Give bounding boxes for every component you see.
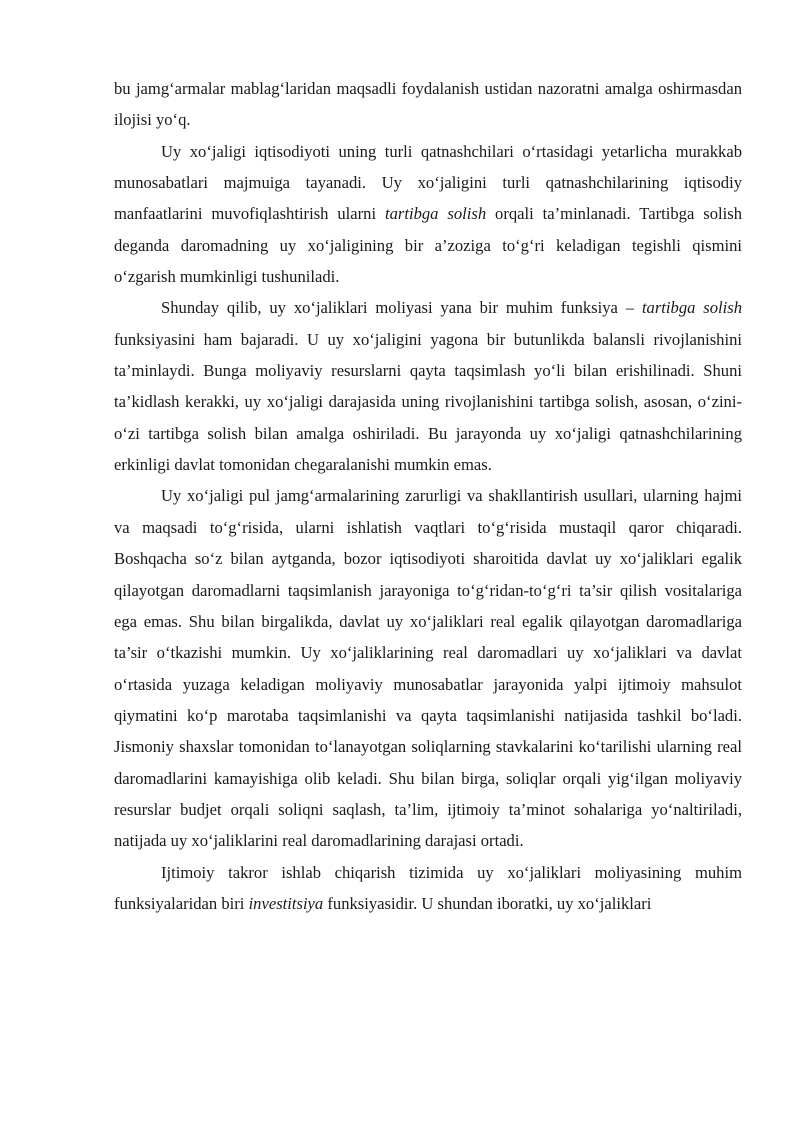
document-page [114,73,742,919]
paragraph-text: Uy xo‘jaligi iqtisodiyoti uning turli qatnashchilari o‘rtasidagi yetarlicha murakkab munosabatlari majmuiga tayanadi. Uy xo‘jaligini turli qatnashchilarining iqtisodiy manfaatlarini muvofiqlashtirish ularni [114,141,742,224]
paragraph-text: Uy xo‘jaligi pul jamg‘armalarining zarurligi va shakllantirish usullari, ularning hajmi va maqsadi to‘g‘risida, ularni ishlatish vaqtlari to‘g‘risida mustaqil qaror chiqaradi. Boshqacha so‘z bilan aytganda, bozor iqtisodiyoti sharoitida davlat uy xo‘jaliklari egalik qilayotgan daromadlarni taqsimlanish jarayoniga to‘g‘ridan-to‘g‘ri ta’sir qilish vositalariga ega emas. Shu bilan birgalikda, davlat uy xo‘jaliklari real egalik qilayotgan daromadlariga ta’sir o‘tkazishi mumkin. Uy xo‘jaliklarining real daromadlari uy xo‘jaliklari va davlat o‘rtasida yuzaga keladigan moliyaviy munosabatlar jarayonida yalpi ijtimoiy mahsulot qiymatini ko‘p marotaba taqsimlanishi va qayta taqsimlanishi natijasida tashkil bo‘ladi. Jismoniy shaxslar tomonidan to‘lanayotgan soliqlarning stavkalarini ko‘tarilishi ularning real daromadlarini kamayishiga olib keladi. Shu bilan birga, soliqlar orqali yig‘ilgan moliyaviy resurslar budjet orqali soliqni saqlash, ta’lim, ijtimoiy ta’minot sohalariga yo‘naltiriladi, natijada uy xo‘jaliklarini real daromadlarining darajasi ortadi. [114,486,742,851]
paragraph-text: Ijtimoiy takror ishlab chiqarish tizimida uy xo‘jaliklari moliyasining muhim funksiyalaridan biri [114,862,742,913]
paragraph-regulation [114,136,742,293]
emphasis-term: tartibga solish [641,298,743,318]
paragraph-savings [114,480,742,856]
paragraph-regulation-function [114,292,742,480]
paragraph-investment [114,857,742,920]
paragraph-text: funksiyasini ham bajaradi. U uy xo‘jaligini yagona bir butunlikda balansli rivojlanishini ta’minlaydi. Bunga moliyaviy resurslarni qayta taqsimlash yo‘li bilan erishilinadi. Shuni ta’kidlash kerakki, uy xo‘jaligi darajasida uning rivojlanishini tartibga solish, asosan, o‘zini-o‘zi tartibga solish bilan amalga oshiriladi. Bu jarayonda uy xo‘jaligi qatnashchilarining erkinligi davlat tomonidan chegaralanishi mumkin emas. [114,329,742,475]
paragraph-continuation [114,73,742,136]
paragraph-text: bu jamg‘armalar mablag‘laridan maqsadli foydalanish ustidan nazoratni amalga oshirmasdan ilojisi yo‘q. [114,79,742,130]
paragraph-text: funksiyasidir. U shundan iboratki, uy xo‘jaliklari [323,893,652,913]
emphasis-term: investitsiya [248,893,324,913]
emphasis-term: tartibga solish [385,204,487,224]
paragraph-text: Shunday qilib, uy xo‘jaliklari moliyasi yana bir muhim funksiya – [161,298,642,318]
paragraph-text: orqali ta’minlanadi. Tartibga solish deganda daromadning uy xo‘jaligining bir a’zoziga to‘g‘ri keladigan tegishli qismini o‘zgarish mumkinligi tushuniladi. [114,204,742,287]
